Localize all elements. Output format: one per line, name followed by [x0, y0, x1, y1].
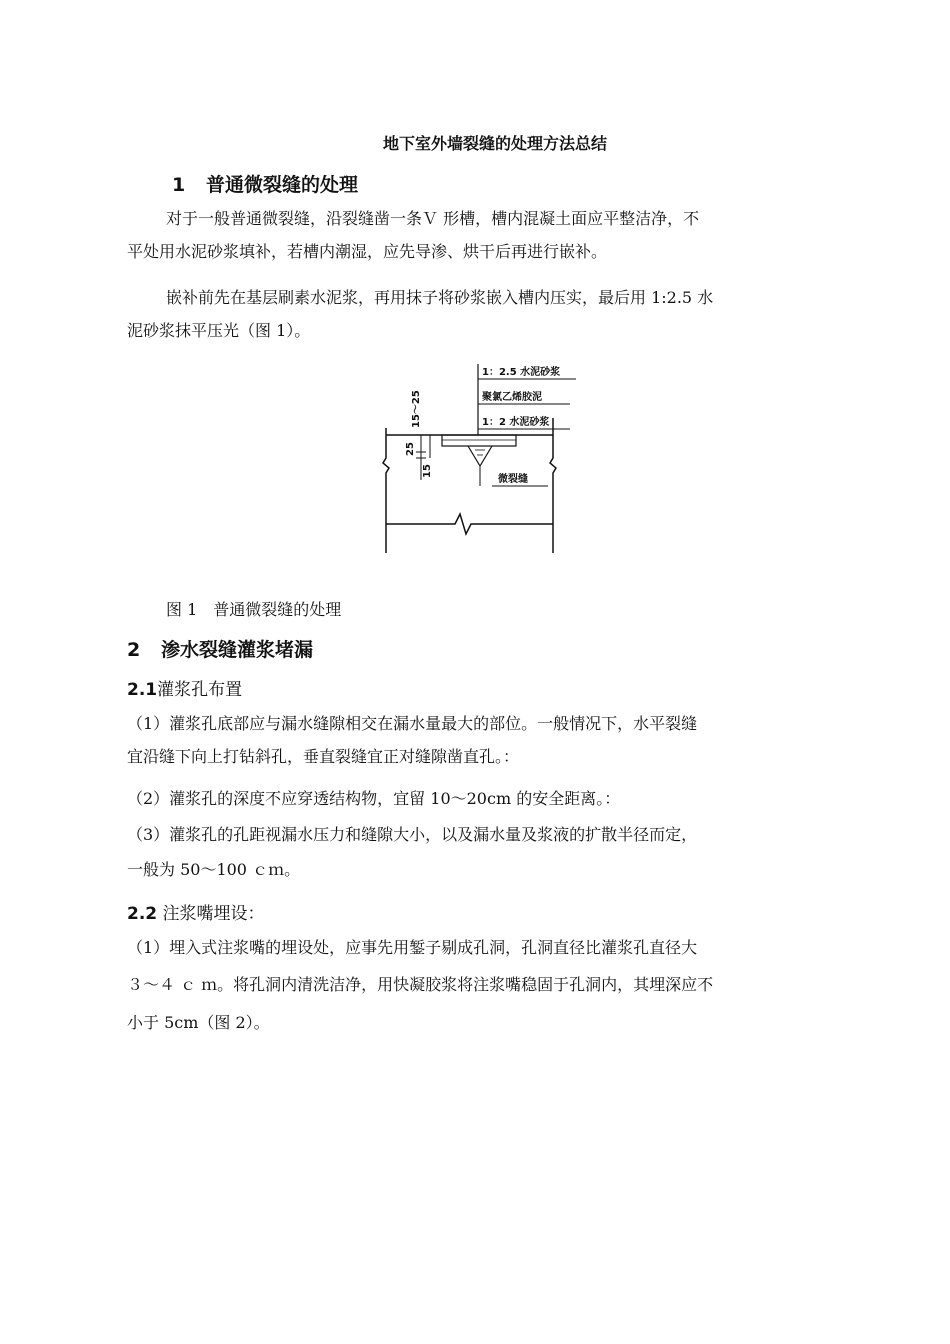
paragraph-line: 对于一般普通微裂缝，沿裂缝凿一条Ｖ 形槽，槽内混凝土面应平整洁净，不 — [166, 209, 700, 228]
list-item-line: ３～４ ｃ ｍ。将孔洞内清洗洁净，用快凝胶浆将注浆嘴稳固于孔洞内，其埋深应不 — [127, 975, 714, 994]
label-mortar-1-2-5: 1：2.5 水泥砂浆 — [482, 367, 561, 378]
subsection-2-1-heading — [127, 675, 242, 700]
section-2-heading — [127, 635, 313, 662]
v-groove — [468, 446, 492, 466]
list-item-line: （2）灌浆孔的深度不应穿透结构物，宜留 10～20cm 的安全距离。： — [127, 789, 621, 808]
label-mortar-1-2: 1：2 水泥砂浆 — [482, 417, 550, 428]
subsection-2-2-title: 注浆嘴埋设： — [157, 904, 265, 924]
paragraph-line: 嵌补前先在基层刷素水泥浆，再用抹子将砂浆嵌入槽内压实，最后用 1:2.5 水 — [166, 288, 714, 307]
dimension-15: 15 — [422, 464, 433, 478]
dimension-15-25: 15～25 — [411, 390, 422, 428]
dimension-25: 25 — [405, 442, 416, 456]
section-2-title: 渗水裂缝灌浆堵漏 — [161, 639, 314, 661]
subsection-2-1-title: 灌浆孔布置 — [157, 680, 243, 700]
subsection-2-2-heading — [127, 899, 265, 924]
list-item-line: （3）灌浆孔的孔距视漏水压力和缝隙大小，以及漏水量及浆液的扩散半径而定， — [127, 825, 698, 844]
crack-treatment-diagram — [380, 358, 590, 556]
page-title: 地下室外墙裂缝的处理方法总结 — [382, 134, 607, 153]
section-1-heading — [172, 170, 358, 197]
section-2-number: 2 — [127, 639, 141, 661]
subsection-2-1-number: 2.1 — [127, 680, 158, 700]
right-wall-line — [550, 418, 556, 553]
label-pvc-mastic: 聚氯乙烯胶泥 — [482, 392, 542, 403]
section-1-title: 普通微裂缝的处理 — [206, 174, 359, 196]
label-micro-crack: 微裂缝 — [498, 474, 528, 485]
subsection-2-2-number: 2.2 — [127, 904, 158, 924]
list-item-line: 一般为 50～100 ｃｍ。 — [127, 860, 301, 879]
paragraph-line: 泥砂浆抹平压光（图 1）。 — [127, 321, 311, 340]
figure-1-caption: 图 1 普通微裂缝的处理 — [166, 600, 342, 619]
list-item-line: （1）埋入式注浆嘴的埋设处，应事先用錾子剔成孔洞，孔洞直径比灌浆孔直径大 — [127, 938, 698, 957]
list-item-line: （1）灌浆孔底部应与漏水缝隙相交在漏水量最大的部位。一般情况下，水平裂缝 — [127, 714, 698, 733]
mortar-layer — [442, 435, 516, 446]
list-item-line: 宜沿缝下向上打钻斜孔，垂直裂缝宜正对缝隙凿直孔。： — [127, 747, 520, 766]
section-1-number: 1 — [172, 174, 186, 196]
bottom-break-line — [386, 514, 553, 534]
paragraph-line: 平处用水泥砂浆填补，若槽内潮湿，应先导渗、烘干后再进行嵌补。 — [127, 242, 608, 261]
list-item-line: 小于 5cm（图 2）。 — [127, 1013, 270, 1032]
left-wall-line — [383, 428, 389, 553]
